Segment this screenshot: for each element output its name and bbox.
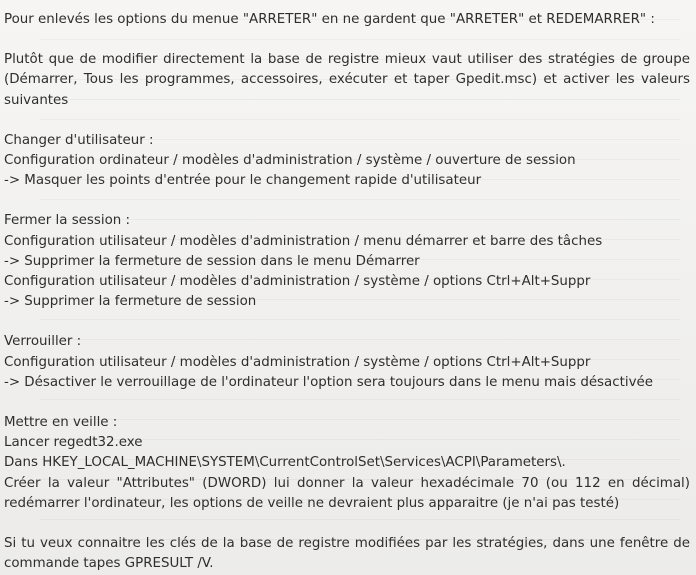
intro-paragraph: Plutôt que de modifier directement la base de registre mieux vaut utiliser des stratégies de groupe (Démarrer, Tous les programmes, accessoires, exécuter et taper Gpedit.msc) et activer les valeurs suivantes — [4, 52, 690, 108]
section-heading: Mettre en veille : — [4, 415, 118, 431]
section-changer-utilisateur — [4, 131, 690, 192]
section-line: Créer la valeur "Attributes" (DWORD) lui donner la valeur hexadécimale 70 (ou 112 en décimal) redémarrer l'ordinateur, les options de veille ne devraient plus apparaitre (je n'ai pas testé) — [4, 475, 690, 511]
footer-paragraph: Si tu veux connaitre les clés de la base de registre modifiées par les stratégies, dans une fenêtre de commande tapes GPRESULT /V. — [4, 536, 690, 572]
section-line: Configuration ordinateur / modèles d'administration / système / ouverture de session — [4, 153, 576, 169]
section-fermer-session — [4, 211, 690, 312]
section-line: Configuration utilisateur / modèles d'administration / système / options Ctrl+Alt+Suppr — [4, 354, 591, 370]
section-line: Configuration utilisateur / modèles d'administration / menu démarrer et barre des tâches — [4, 233, 603, 249]
section-line: -> Supprimer la fermeture de session dans le menu Démarrer — [4, 253, 420, 269]
section-heading: Changer d'utilisateur : — [4, 132, 154, 148]
document-title: Pour enlevés les options du menue "ARRETER" en ne gardent que "ARRETER" et REDEMARRER" : — [4, 12, 655, 27]
section-mettre-en-veille — [4, 413, 690, 514]
section-line: Dans HKEY_LOCAL_MACHINE\SYSTEM\CurrentControlSet\Services\ACPI\Parameters\. — [4, 455, 566, 471]
section-heading: Verrouiller : — [4, 334, 82, 350]
section-line: Lancer regedt32.exe — [4, 435, 143, 451]
section-verrouiller — [4, 332, 690, 393]
section-line: Configuration utilisateur / modèles d'administration / système / options Ctrl+Alt+Suppr — [4, 274, 591, 290]
section-heading: Fermer la session : — [4, 213, 131, 229]
section-line: -> Supprimer la fermeture de session — [4, 294, 257, 310]
section-line: -> Désactiver le verrouillage de l'ordinateur l'option sera toujours dans le menu mais désactivée — [4, 374, 653, 390]
section-line: -> Masquer les points d'entrée pour le changement rapide d'utilisateur — [4, 173, 482, 189]
